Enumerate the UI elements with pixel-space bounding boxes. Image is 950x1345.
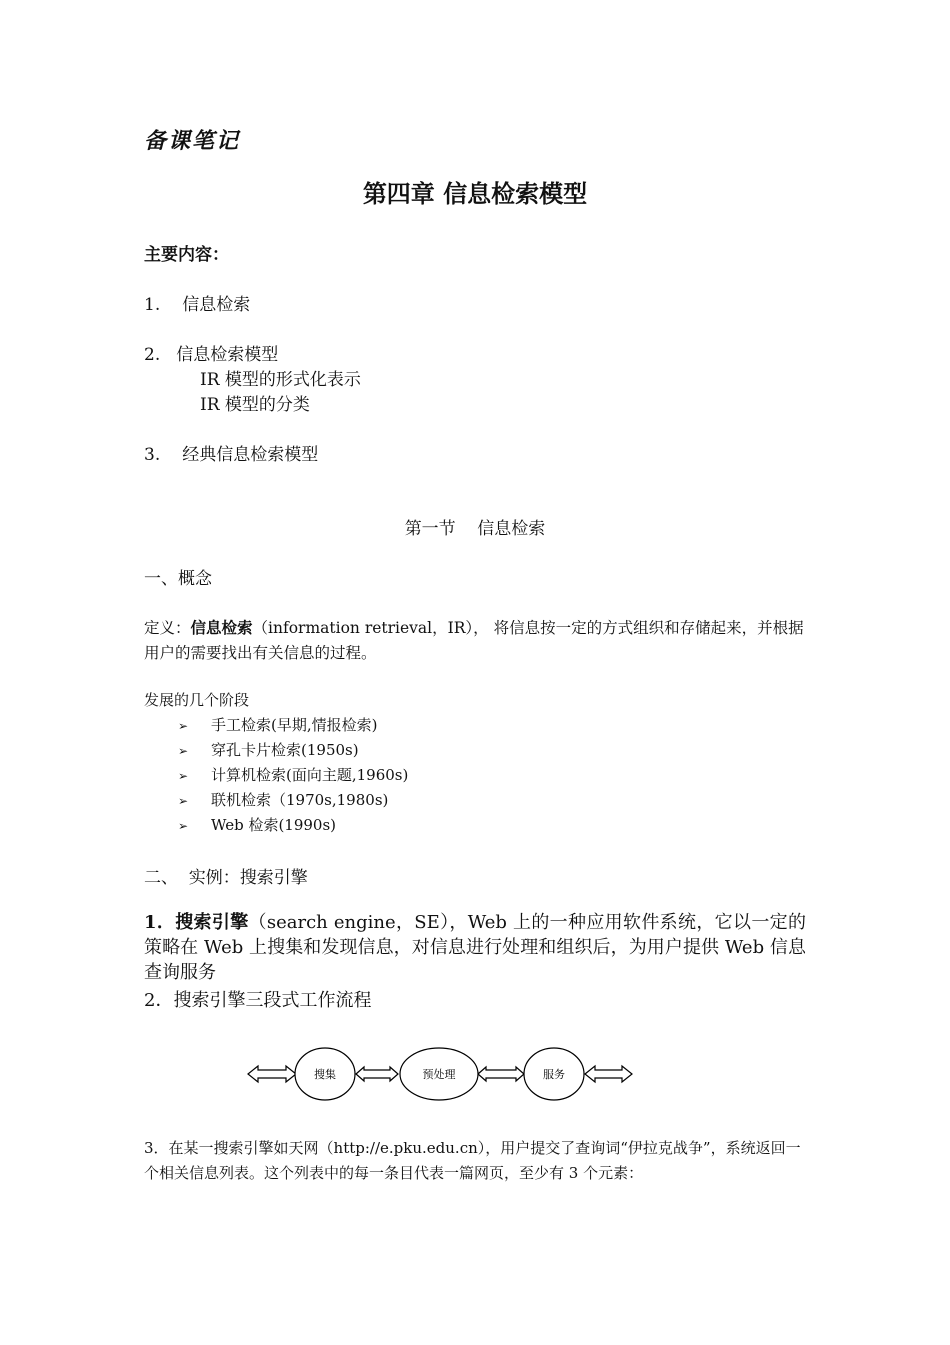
section-title: 第一节 信息检索 [404,519,546,539]
main-content-heading: 主要内容： [144,245,229,265]
stage-item [178,739,359,760]
content-item-label: 信息检索模型 [176,345,279,365]
stage-item [178,789,388,810]
content-item-label: 信息检索 [182,295,251,315]
example-paragraph: 3．在某一搜索引擎如天网（http://e.pku.edu.cn），用户提交了查询词“伊拉克战争”，系统返回一个相关信息列表。这个列表中的每一条目代表一篇网页，至少有 3 个元素： [144,1139,801,1182]
flow-node-label: 搜集 [314,1068,336,1081]
flow-node-label: 预处理 [422,1068,456,1081]
content-item-1 [144,290,250,315]
flow-node-label: 服务 [543,1068,565,1081]
se-text: （search engine，SE），Web 上的一种应用软件系统，它以一定的策略在 Web 上搜集和发现信息，对信息进行处理和组织后，为用户提供 Web 信息查询服务 [144,912,807,983]
stage-item [178,814,336,835]
stage-label: Web 检索(1990s) [211,816,337,834]
definition-text: （information retrieval，IR）， 将信息按一定的方式组织和存储起来，并根据用户的需要找出有关信息的过程。 [144,619,804,662]
note-title: 备课笔记 [144,128,241,154]
se-term: 搜索引擎 [175,912,249,933]
bullet-arrow-icon: ➢ [178,744,189,758]
flow-title: 2．搜索引擎三段式工作流程 [144,990,372,1011]
se-number: 1． [144,912,176,933]
content-item-number: 1. [144,295,161,315]
definition-prefix: 定义： [144,619,191,637]
double-arrow-icon [356,1067,398,1081]
stage-item [178,764,408,785]
definition-paragraph [144,615,806,666]
content-item-number: 2. [144,345,161,365]
stage-label: 手工检索(早期,情报检索) [211,716,378,734]
part2-heading: 二、 实例：搜索引擎 [144,868,308,888]
chapter-title: 第四章 信息检索模型 [362,179,588,208]
bullet-arrow-icon: ➢ [178,769,189,783]
content-subitem-2: IR 模型的分类 [200,395,310,415]
definition-term: 信息检索 [190,618,253,637]
stage-item [178,714,377,735]
stages-heading: 发展的几个阶段 [144,691,250,709]
part1-heading: 一、概念 [144,569,212,589]
bullet-arrow-icon: ➢ [178,719,189,733]
double-arrow-icon [248,1066,296,1082]
double-arrow-icon [585,1066,632,1082]
bullet-arrow-icon: ➢ [178,794,189,808]
content-item-3 [144,440,318,465]
content-item-label: 经典信息检索模型 [182,445,319,465]
stage-label: 穿孔卡片检索(1950s) [211,741,359,759]
bullet-arrow-icon: ➢ [178,819,189,833]
content-item-number: 3. [144,445,161,465]
stage-label: 计算机检索(面向主题,1960s) [211,766,409,784]
content-subitem-1: IR 模型的形式化表示 [200,370,361,390]
stage-label: 联机检索（1970s,1980s) [211,791,389,809]
double-arrow-icon [478,1067,524,1081]
flow-diagram [240,1040,640,1110]
content-item-2 [144,340,278,365]
search-engine-definition [144,910,806,985]
